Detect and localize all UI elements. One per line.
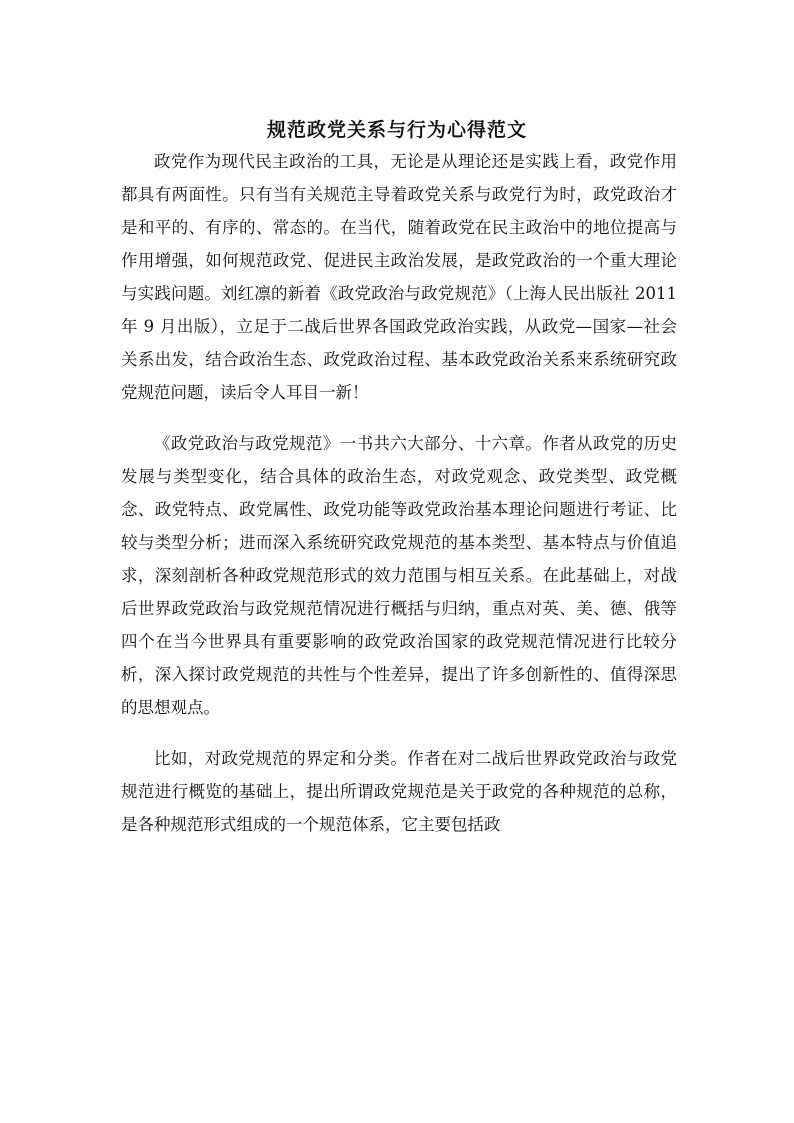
- paragraph-1: 政党作为现代民主政治的工具，无论是从理论还是实践上看，政党作用都具有两面性。只有当有关规范主导着政党关系与政党行为时，政党政治才是和平的、有序的、常态的。在当代，随着政党在民主政治中的地位提高与作用增强，如何规范政党、促进民主政治发展，是政党政治的一个重大理论与实践问题。刘红凛的新着《政党政治与政党规范》（上海人民出版社 2011 年 9 月出版），立足于二战后世界各国政党政治实践，从政党—国家—社会关系出发，结合政治生态、政党政治过程、基本政党政治关系来系统研究政党规范问题，读后令人耳目一新！: [121, 152, 677, 402]
- paragraph-2: 《政党政治与政党规范》一书共六大部分、十六章。作者从政党的历史发展与类型变化，结合具体的政治生态，对政党观念、政党类型、政党概念、政党特点、政党属性、政党功能等政党政治基本理论问题进行考证、比较与类型分析；进而深入系统研究政党规范的基本类型、基本特点与价值追求，深刻剖析各种政党规范形式的效力范围与相互关系。在此基础上，对战后世界政党政治与政党规范情况进行概括与归纳，重点对英、美、德、俄等四个在当今世界具有重要影响的政党政治国家的政党规范情况进行比较分析，深入探讨政党规范的共性与个性差异，提出了许多创新性的、值得深思的思想观点。: [121, 434, 677, 717]
- document-body: [121, 145, 677, 841]
- document-title: 规范政党关系与行为心得范文: [266, 118, 527, 141]
- paragraph-3: 比如，对政党规范的界定和分类。作者在对二战后世界政党政治与政党规范进行概览的基础上，提出所谓政党规范是关于政党的各种规范的总称，是各种规范形式组成的一个规范体系，它主要包括政: [121, 749, 677, 834]
